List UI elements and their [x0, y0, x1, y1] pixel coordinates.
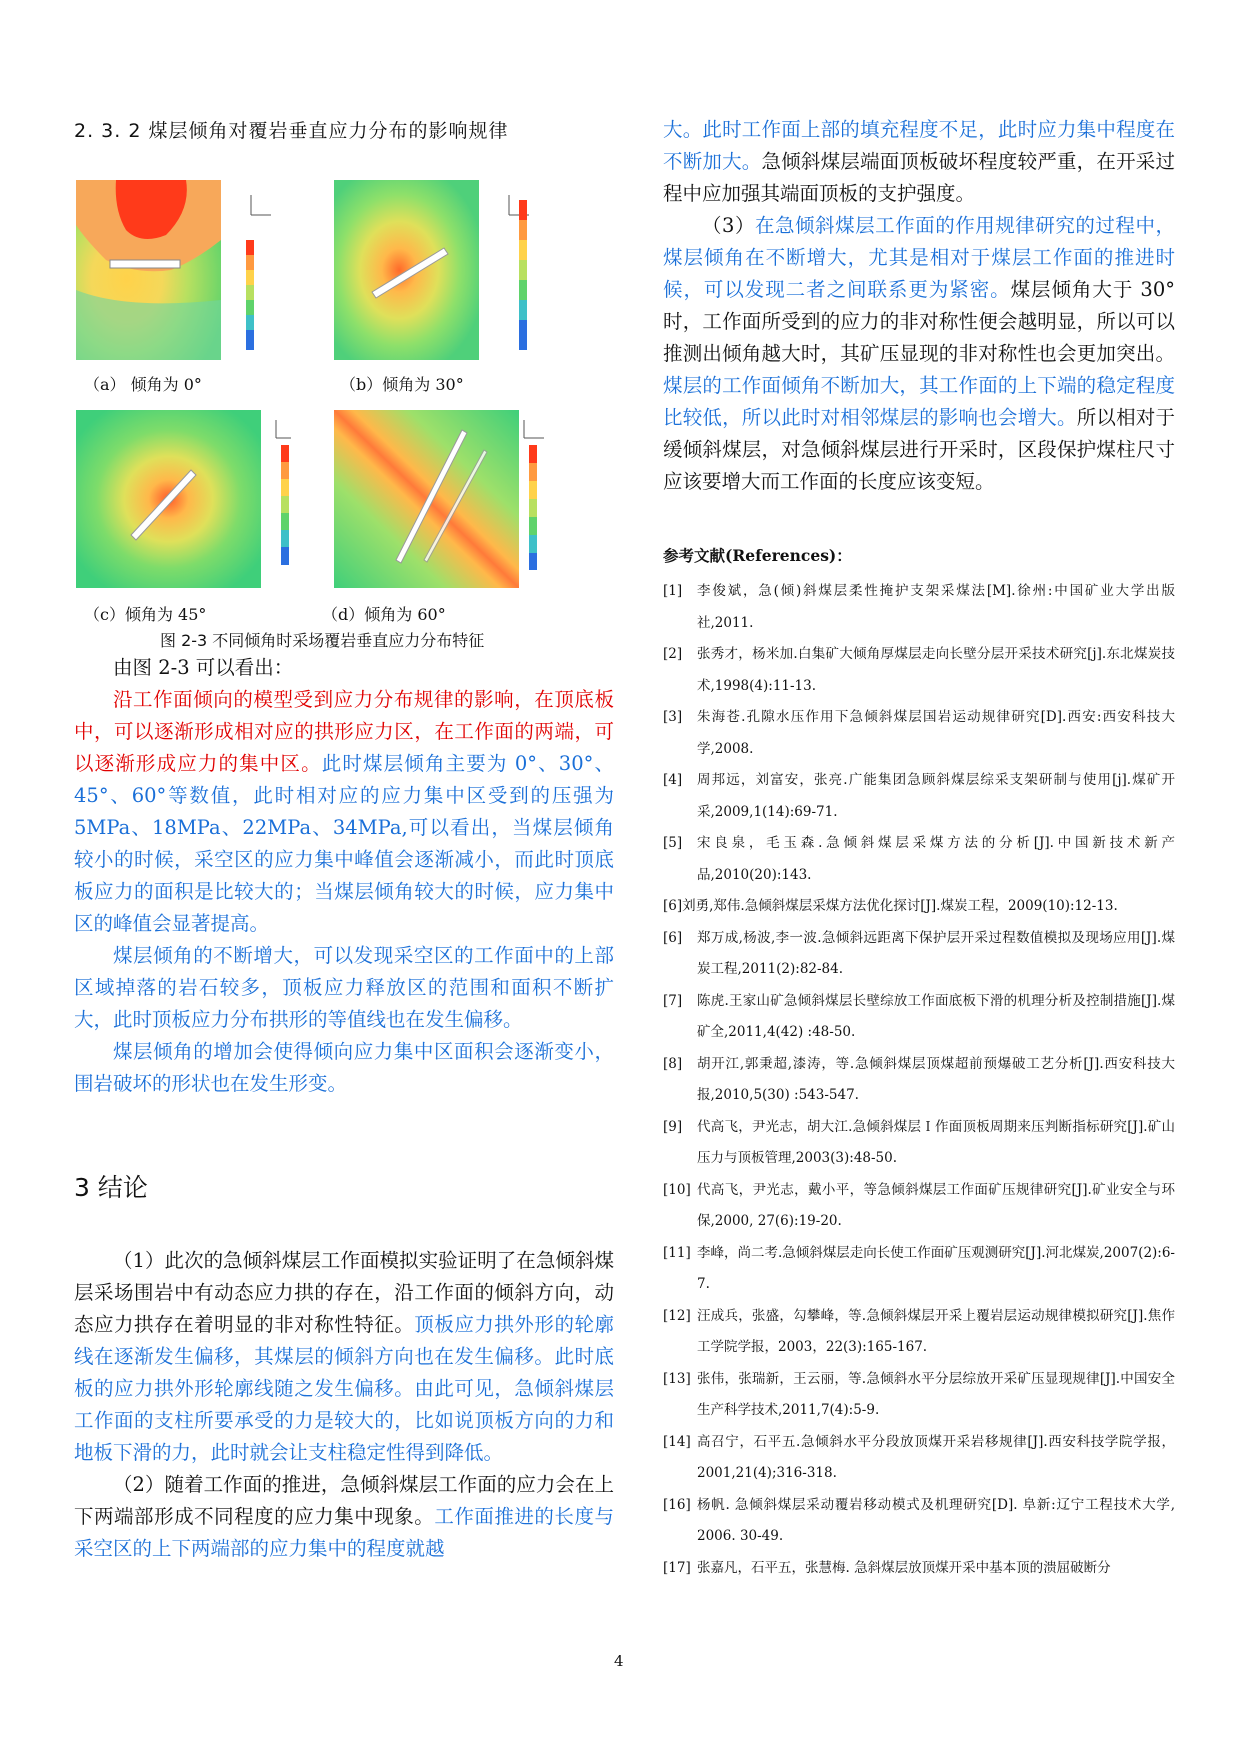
reference-number: [11]	[663, 1244, 691, 1261]
reference-text: 杨帆. 急倾斜煤层采动覆岩移动模式及机理研究[D]. 阜新:辽宁工程技术大学, 2006. 30-49.	[697, 1496, 1175, 1544]
figure-d-contour-plot	[334, 410, 552, 588]
reference-item	[663, 891, 1175, 923]
references-list	[663, 576, 1175, 1584]
reference-text: 周邦远，刘富安，张亮.广能集团急顾斜煤层综采支架研制与使用[j].煤矿开采,2009,1(14):69-71.	[697, 772, 1175, 820]
reference-text: 代高飞，尹光志，戴小平，等急倾斜煤层工作面矿压规律研究[J].矿业安全与环保,2000, 27(6):19-20.	[697, 1181, 1175, 1229]
intro-line: 由图 2-3 可以看出：	[113, 656, 294, 679]
reference-item	[663, 1049, 1175, 1112]
conclusion-body	[74, 1245, 614, 1565]
reference-item	[663, 986, 1175, 1049]
page-number: 4	[614, 1652, 624, 1670]
reference-item	[663, 1427, 1175, 1490]
reference-text: 宋良泉，毛玉森.急倾斜煤层采煤方法的分析[J].中国新技术新产品,2010(20):143.	[697, 835, 1175, 883]
reference-number: [4]	[663, 772, 683, 788]
reference-text: 高召宁，石平五.急倾斜水平分段放顶煤开采岩移规律[J].西安科技学院学报，2001,21(4);316-318.	[697, 1433, 1175, 1481]
right-body	[663, 114, 1175, 498]
reference-item	[663, 702, 1175, 765]
right-paragraph-2-black-c: 所以相对于缓倾斜煤层，对急倾斜煤层进行开采时，区段保护煤柱尺寸应该要增大而工作面的长度应该变短。	[663, 406, 1175, 493]
paragraph-3: 煤层倾角的增加会使得倾向应力集中区面积会逐渐变小，围岩破坏的形状也在发生形变。	[74, 1040, 614, 1095]
right-paragraph-1-blue: 大。此时工作面上部的填充程度不足，此时应力集中程度在不断加大。	[663, 118, 1175, 173]
conclusion-1-black: （1）此次的急倾斜煤层工作面模拟实验证明了在急倾斜煤层采场围岩中有动态应力拱的存在，沿工作面的倾斜方向，动态应力拱存在着明显的非对称性特征。	[74, 1249, 614, 1336]
reference-number: [10]	[663, 1181, 691, 1198]
reference-item	[663, 1553, 1175, 1585]
reference-number: [2]	[663, 646, 683, 662]
reference-text: 郑万成,杨波,李一波.急倾斜远距离下保护层开采过程数值模拟及现场应用[J].煤炭工程,2011(2):82-84.	[697, 929, 1175, 977]
reference-item	[663, 1175, 1175, 1238]
reference-text: 张秀才，杨米加.白集矿大倾角厚煤层走向长壁分层开采技术研究[j].东北煤炭技术,1998(4):11-13.	[697, 646, 1175, 694]
reference-item	[663, 1490, 1175, 1553]
reference-number: [1]	[663, 583, 683, 599]
conclusion-2-blue: 工作面推进的长度与采空区的上下两端部的应力集中的程度就越	[74, 1505, 614, 1560]
reference-item	[663, 1112, 1175, 1175]
reference-text: 李俊斌，急(倾)斜煤层柔性掩护支架采煤法[M].徐州:中国矿业大学出版社,2011.	[697, 583, 1175, 631]
reference-text: 汪成兵，张盛，勾攀峰，等.急倾斜煤层开采上覆岩层运动规律模拟研究[J].焦作工学院学报，2003，22(3):165-167.	[697, 1307, 1175, 1355]
right-paragraph-2-num: （3）	[702, 214, 755, 237]
right-paragraph-2-black-b: 煤层倾角大于 30°时，工作面所受到的应力的非对称性便会越明显，所以可以推测出倾角越大时，其矿压显现的非对称性也会更加突出。	[663, 278, 1175, 365]
right-paragraph-2-blue-b: 煤层的工作面倾角不断加大，其工作面的上下端的稳定程度比较低，所以此时对相邻煤层的影响也会增大。	[663, 374, 1175, 429]
figure-b-caption: （b）倾角为 30°	[340, 375, 464, 394]
reference-number: [3]	[663, 709, 683, 725]
paragraph-1-blue: 此时煤层倾角主要为 0°、30°、45°、60°等数值，此时相对应的应力集中区受到的压强为 5MPa、18MPa、22MPa、34MPa,可以看出，当煤层倾角较小的时候，采空区的应力集中峰值会逐渐减小，而此时顶底板应力的面积是比较大的；当煤层倾角较大的时候，应力集中区的峰值会显著提高。	[74, 752, 614, 935]
section-title: 2. 3. 2 煤层倾角对覆岩垂直应力分布的影响规律	[74, 120, 509, 142]
reference-number: [13]	[663, 1370, 691, 1387]
conclusion-1	[74, 1245, 614, 1469]
left-body	[74, 652, 614, 1100]
conclusion-heading: 3 结论	[74, 1173, 148, 1202]
references-heading: 参考文献(References)：	[663, 546, 852, 565]
reference-text: 张伟，张瑞新，王云丽，等.急倾斜水平分层综放开采矿压显现规律[J].中国安全生产科学技术,2011,7(4):5-9.	[697, 1370, 1175, 1418]
reference-number: [14]	[663, 1433, 691, 1450]
figure-a-contour-plot	[76, 180, 294, 360]
reference-text: 代高飞，尹光志，胡大江.急倾斜煤层Ｉ作面顶板周期来压判断指标研究[J].矿山压力与顶板管理,2003(3):48-50.	[697, 1118, 1175, 1166]
paragraph-1-red: 沿工作面倾向的模型受到应力分布规律的影响，在顶底板中，可以逐渐形成相对应的拱形应力区，在工作面的两端，可以逐渐形成应力的集中区。	[74, 688, 614, 775]
conclusion-2	[74, 1469, 614, 1565]
conclusion-2-black: （2）随着工作面的推进，急倾斜煤层工作面的应力会在上下两端部形成不同程度的应力集中现象。	[74, 1473, 614, 1528]
right-paragraph-1-black: 急倾斜煤层端面顶板破坏程度较严重，在开采过程中应加强其端面顶板的支护强度。	[663, 150, 1175, 205]
reference-number: [17]	[663, 1559, 691, 1576]
figure-b-contour-plot	[334, 180, 552, 360]
reference-item	[663, 923, 1175, 986]
reference-text: 李峰，尚二考.急倾斜煤层走向长使工作面矿压观测研究[J].河北煤炭,2007(2):6-7.	[697, 1244, 1175, 1292]
figure-d-caption: （d）倾角为 60°	[322, 605, 446, 624]
reference-number: [5]	[663, 835, 683, 851]
reference-text: 朱海苍.孔隙水压作用下急倾斜煤层国岩运动规律研究[D].西安:西安科技大学,2008.	[697, 709, 1175, 757]
figure-title: 图 2-3 不同倾角时采场覆岩垂直应力分布特征	[160, 631, 485, 650]
reference-item	[663, 1364, 1175, 1427]
paragraph-1	[74, 684, 614, 940]
figure-a-caption: （a） 倾角为 0°	[84, 375, 202, 394]
conclusion-1-blue: 顶板应力拱外形的轮廓线在逐渐发生偏移，其煤层的倾斜方向也在发生偏移。此时底板的应力拱外形轮廓线随之发生偏移。由此可见，急倾斜煤层工作面的支柱所要承受的力是较大的，比如说顶板方向的力和地板下滑的力，此时就会让支柱稳定性得到降低。	[74, 1313, 614, 1464]
reference-number: [9]	[663, 1118, 683, 1135]
reference-number: [16]	[663, 1496, 691, 1513]
right-paragraph-2	[663, 210, 1175, 498]
figure-c-contour-plot	[76, 410, 294, 588]
reference-text: 胡开江,郭秉超,漆涛，等.急倾斜煤层顶煤超前预爆破工艺分析[J].西安科技大报,2010,5(30) :543-547.	[697, 1055, 1175, 1103]
reference-number: [12]	[663, 1307, 691, 1324]
reference-number: [7]	[663, 992, 683, 1009]
reference-number: [6]	[663, 929, 683, 946]
reference-item	[663, 1301, 1175, 1364]
paragraph-2: 煤层倾角的不断增大，可以发现采空区的工作面中的上部区域掉落的岩石较多，顶板应力释放区的范围和面积不断扩大，此时顶板应力分布拱形的等值线也在发生偏移。	[74, 944, 614, 1031]
right-paragraph-2-blue-a: 在急倾斜煤层工作面的作用规律研究的过程中，煤层倾角在不断增大，尤其是相对于煤层工作面的推进时候，可以发现二者之间联系更为紧密。	[663, 214, 1175, 301]
reference-item	[663, 639, 1175, 702]
reference-text: [6]刘勇,郑伟.急倾斜煤层采煤方法优化探讨[J].煤炭工程，2009(10):12-13.	[663, 898, 1118, 914]
right-paragraph-1	[663, 114, 1175, 210]
reference-text: 张嘉凡，石平五，张慧梅. 急斜煤层放顶煤开采中基本顶的溃屈破断分	[697, 1559, 1111, 1576]
reference-item	[663, 1238, 1175, 1301]
reference-item	[663, 576, 1175, 639]
reference-number: [8]	[663, 1055, 683, 1072]
figure-c-caption: （c）倾角为 45°	[84, 605, 207, 624]
reference-item	[663, 765, 1175, 828]
reference-text: 陈虎.王家山矿急倾斜煤层长壁综放工作面底板下滑的机理分析及控制措施[J].煤矿全,2011,4(42) :48-50.	[697, 992, 1175, 1040]
reference-item	[663, 828, 1175, 891]
